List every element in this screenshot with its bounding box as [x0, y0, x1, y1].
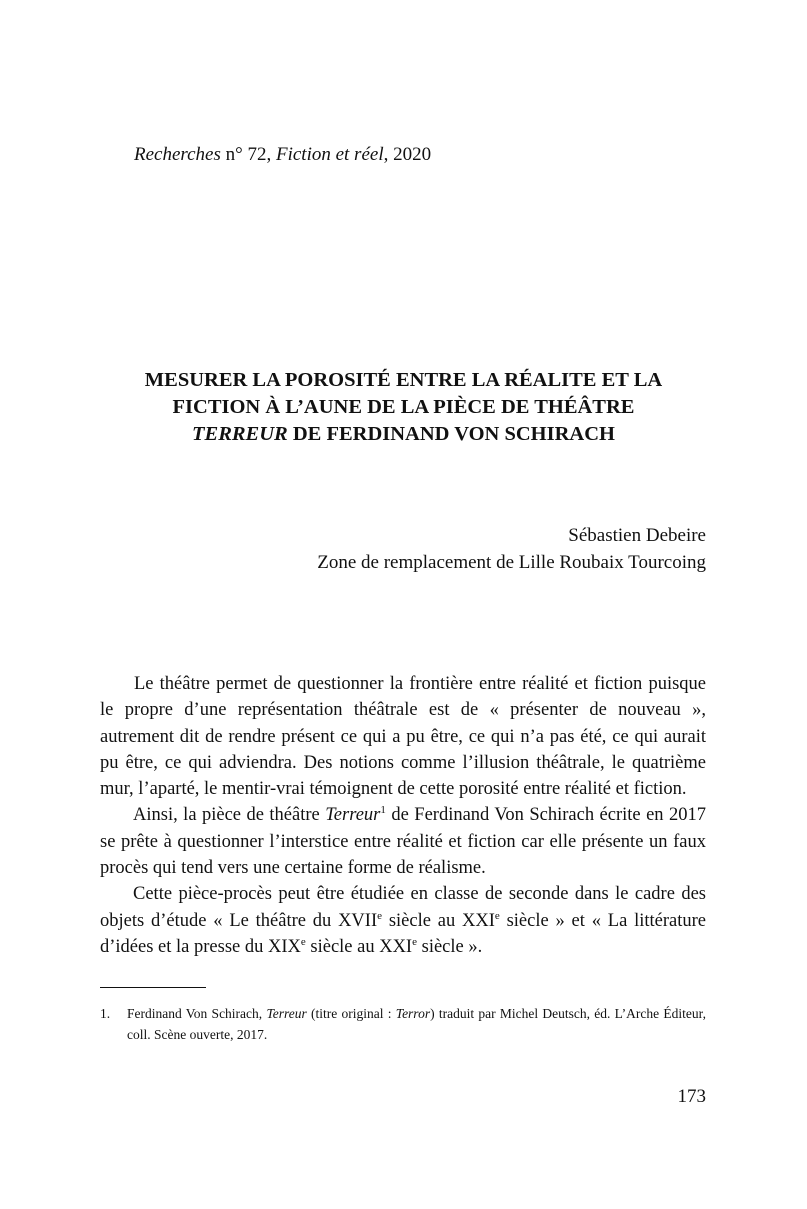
superscript-e: e — [300, 935, 306, 948]
paragraph-3-text-d: siècle au XXI — [305, 936, 413, 957]
issue-year: , 2020 — [383, 144, 432, 165]
footnote-text-a: Ferdinand Von Schirach, — [127, 1006, 267, 1021]
title-line-3-rest: DE FERDINAND VON SCHIRACH — [287, 423, 615, 445]
author-affiliation: Zone de remplacement de Lille Roubaix Tourcoing — [317, 552, 706, 573]
superscript-e: e — [494, 909, 500, 922]
footnote-original-title: Terror — [395, 1006, 431, 1021]
paragraph-1: Le théâtre permet de questionner la frontière entre réalité et fiction puisque le propre d’une représentation théâtrale est de « présenter de nouveau », autrement dit de rendre présent ce qui a pu être, ce qui n’a pas été, ce qui aurait pu être, ce qui adviendra. Des notions comme l’illusion théâtrale, le quatrième mur, l’aparté, le mentir-vrai témoignent de cette porosité entre réalité et fiction. — [100, 674, 706, 800]
paragraph-2 — [100, 802, 706, 881]
title-line-2: FICTION À L’AUNE DE LA PIÈCE DE THÉÂTRE — [172, 396, 635, 418]
footnote-number: 1. — [100, 1006, 111, 1021]
title-line-3 — [100, 421, 707, 448]
paragraph-3 — [100, 881, 706, 960]
issue-number: n° 72, — [220, 144, 276, 165]
title-play-name: TERREUR — [192, 423, 288, 445]
paragraph-2-text-a: Ainsi, la pièce de théâtre — [133, 805, 326, 826]
footnote-1 — [100, 1003, 706, 1045]
author-block — [317, 522, 706, 576]
footnote-ref[interactable]: 1 — [380, 804, 386, 817]
superscript-e: e — [412, 935, 417, 948]
paragraph-3-text-c: siècle » et « La littérature d’idées et la presse du XIX — [100, 910, 706, 957]
paragraph-3-text-b: siècle au XXI — [382, 910, 495, 931]
journal-name: Recherches — [134, 144, 221, 165]
author-name: Sébastien Debeire — [568, 525, 706, 546]
play-title-inline: Terreur — [325, 805, 381, 826]
article-title — [100, 367, 707, 448]
paragraph-2-text-b: de Ferdinand Von Schirach écrite en 2017 se prête à questionner l’interstice entre réalité et fiction car elle présente un faux procès qui tend vers une certaine forme de réalisme. — [100, 805, 707, 879]
footnote-text-b: (titre original : — [306, 1006, 396, 1021]
footnote-separator — [100, 987, 206, 988]
footnote-play-title: Terreur — [266, 1006, 307, 1021]
footnote-text — [127, 1003, 706, 1045]
title-line-1: MESURER LA POROSITÉ ENTRE LA RÉALITE ET LA — [144, 369, 663, 391]
footnote-text-c: ) traduit par Michel Deutsch, éd. L’Arche Éditeur, coll. Scène ouverte, 2017. — [127, 1006, 707, 1042]
article-body — [100, 671, 706, 960]
running-header — [134, 144, 431, 166]
issue-theme: Fiction et réel — [275, 144, 384, 165]
paragraph-3-text-a: Cette pièce-procès peut être étudiée en classe de seconde dans le cadre des objets d’étude « Le théâtre du XVII — [100, 884, 706, 931]
paragraph-3-text-e: siècle ». — [417, 936, 483, 957]
page-number: 173 — [677, 1086, 706, 1107]
superscript-e: e — [377, 909, 383, 922]
